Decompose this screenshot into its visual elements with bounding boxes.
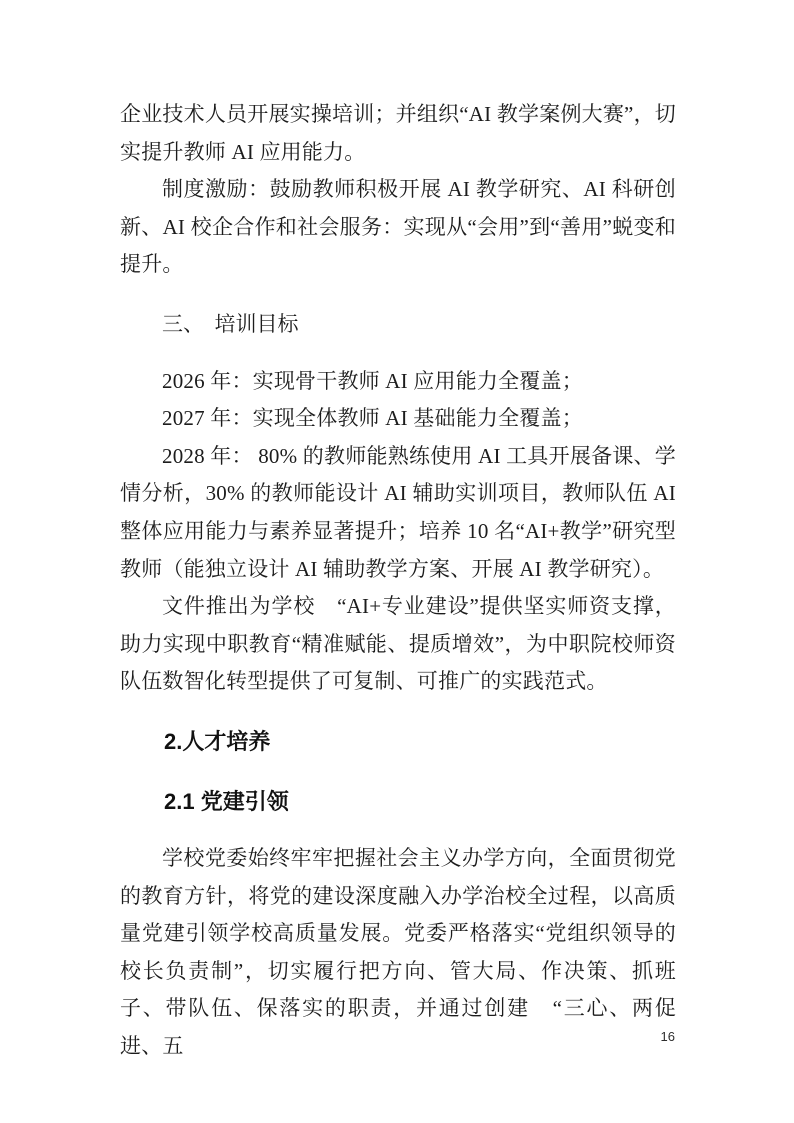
section-heading-talent-cultivation: 2.人才培养 — [164, 728, 271, 754]
section-heading-training-goals: 三、 培训目标 — [162, 311, 299, 336]
paragraph-goal-2027: 2027 年：实现全体教师 AI 基础能力全覆盖； — [162, 406, 583, 431]
paragraph-goal-2028: 2028 年： 80% 的教师能熟练使用 AI 工具开展备课、学情分析，30% 的教师能设计 AI 辅助实训项目，教师队伍 AI 整体应用能力与素养显著提升；培养 10 名“AI+教学”研究型教师（能独立设计 AI 辅助教学方案、开展 AI 教学研究）。 — [120, 443, 676, 581]
paragraph-goal-2026: 2026 年：实现骨干教师 AI 应用能力全覆盖； — [162, 368, 583, 393]
paragraph-incentive: 制度激励：鼓励教师积极开展 AI 教学研究、AI 科研创新、AI 校企合作和社会服务：实现从“会用”到“善用”蜕变和提升。 — [120, 177, 676, 277]
section-heading-party-building: 2.1 党建引领 — [164, 788, 289, 814]
paragraph-training-continuation: 企业技术人员开展实操培训；并组织“AI 教学案例大赛”，切实提升教师 AI 应用能力。 — [120, 102, 676, 164]
paragraph-party-intro: 学校党委始终牢牢把握社会主义办学方向，全面贯彻党的教育方针，将党的建设深度融入办学治校全过程，以高质量党建引领学校高质量发展。党委严格落实“党组织领导的校长负责制”，切实履行把方向、管大局、作决策、抓班子、带队伍、保落实的职责，并通过创建 “三心、两促进、五 — [120, 846, 676, 1059]
paragraph-summary: 文件推出为学校 “AI+专业建设”提供坚实师资支撑，助力实现中职教育“精准赋能、提质增效”，为中职院校师资队伍数智化转型提供了可复制、可推广的实践范式。 — [120, 594, 676, 694]
page-number: 16 — [660, 1029, 675, 1044]
